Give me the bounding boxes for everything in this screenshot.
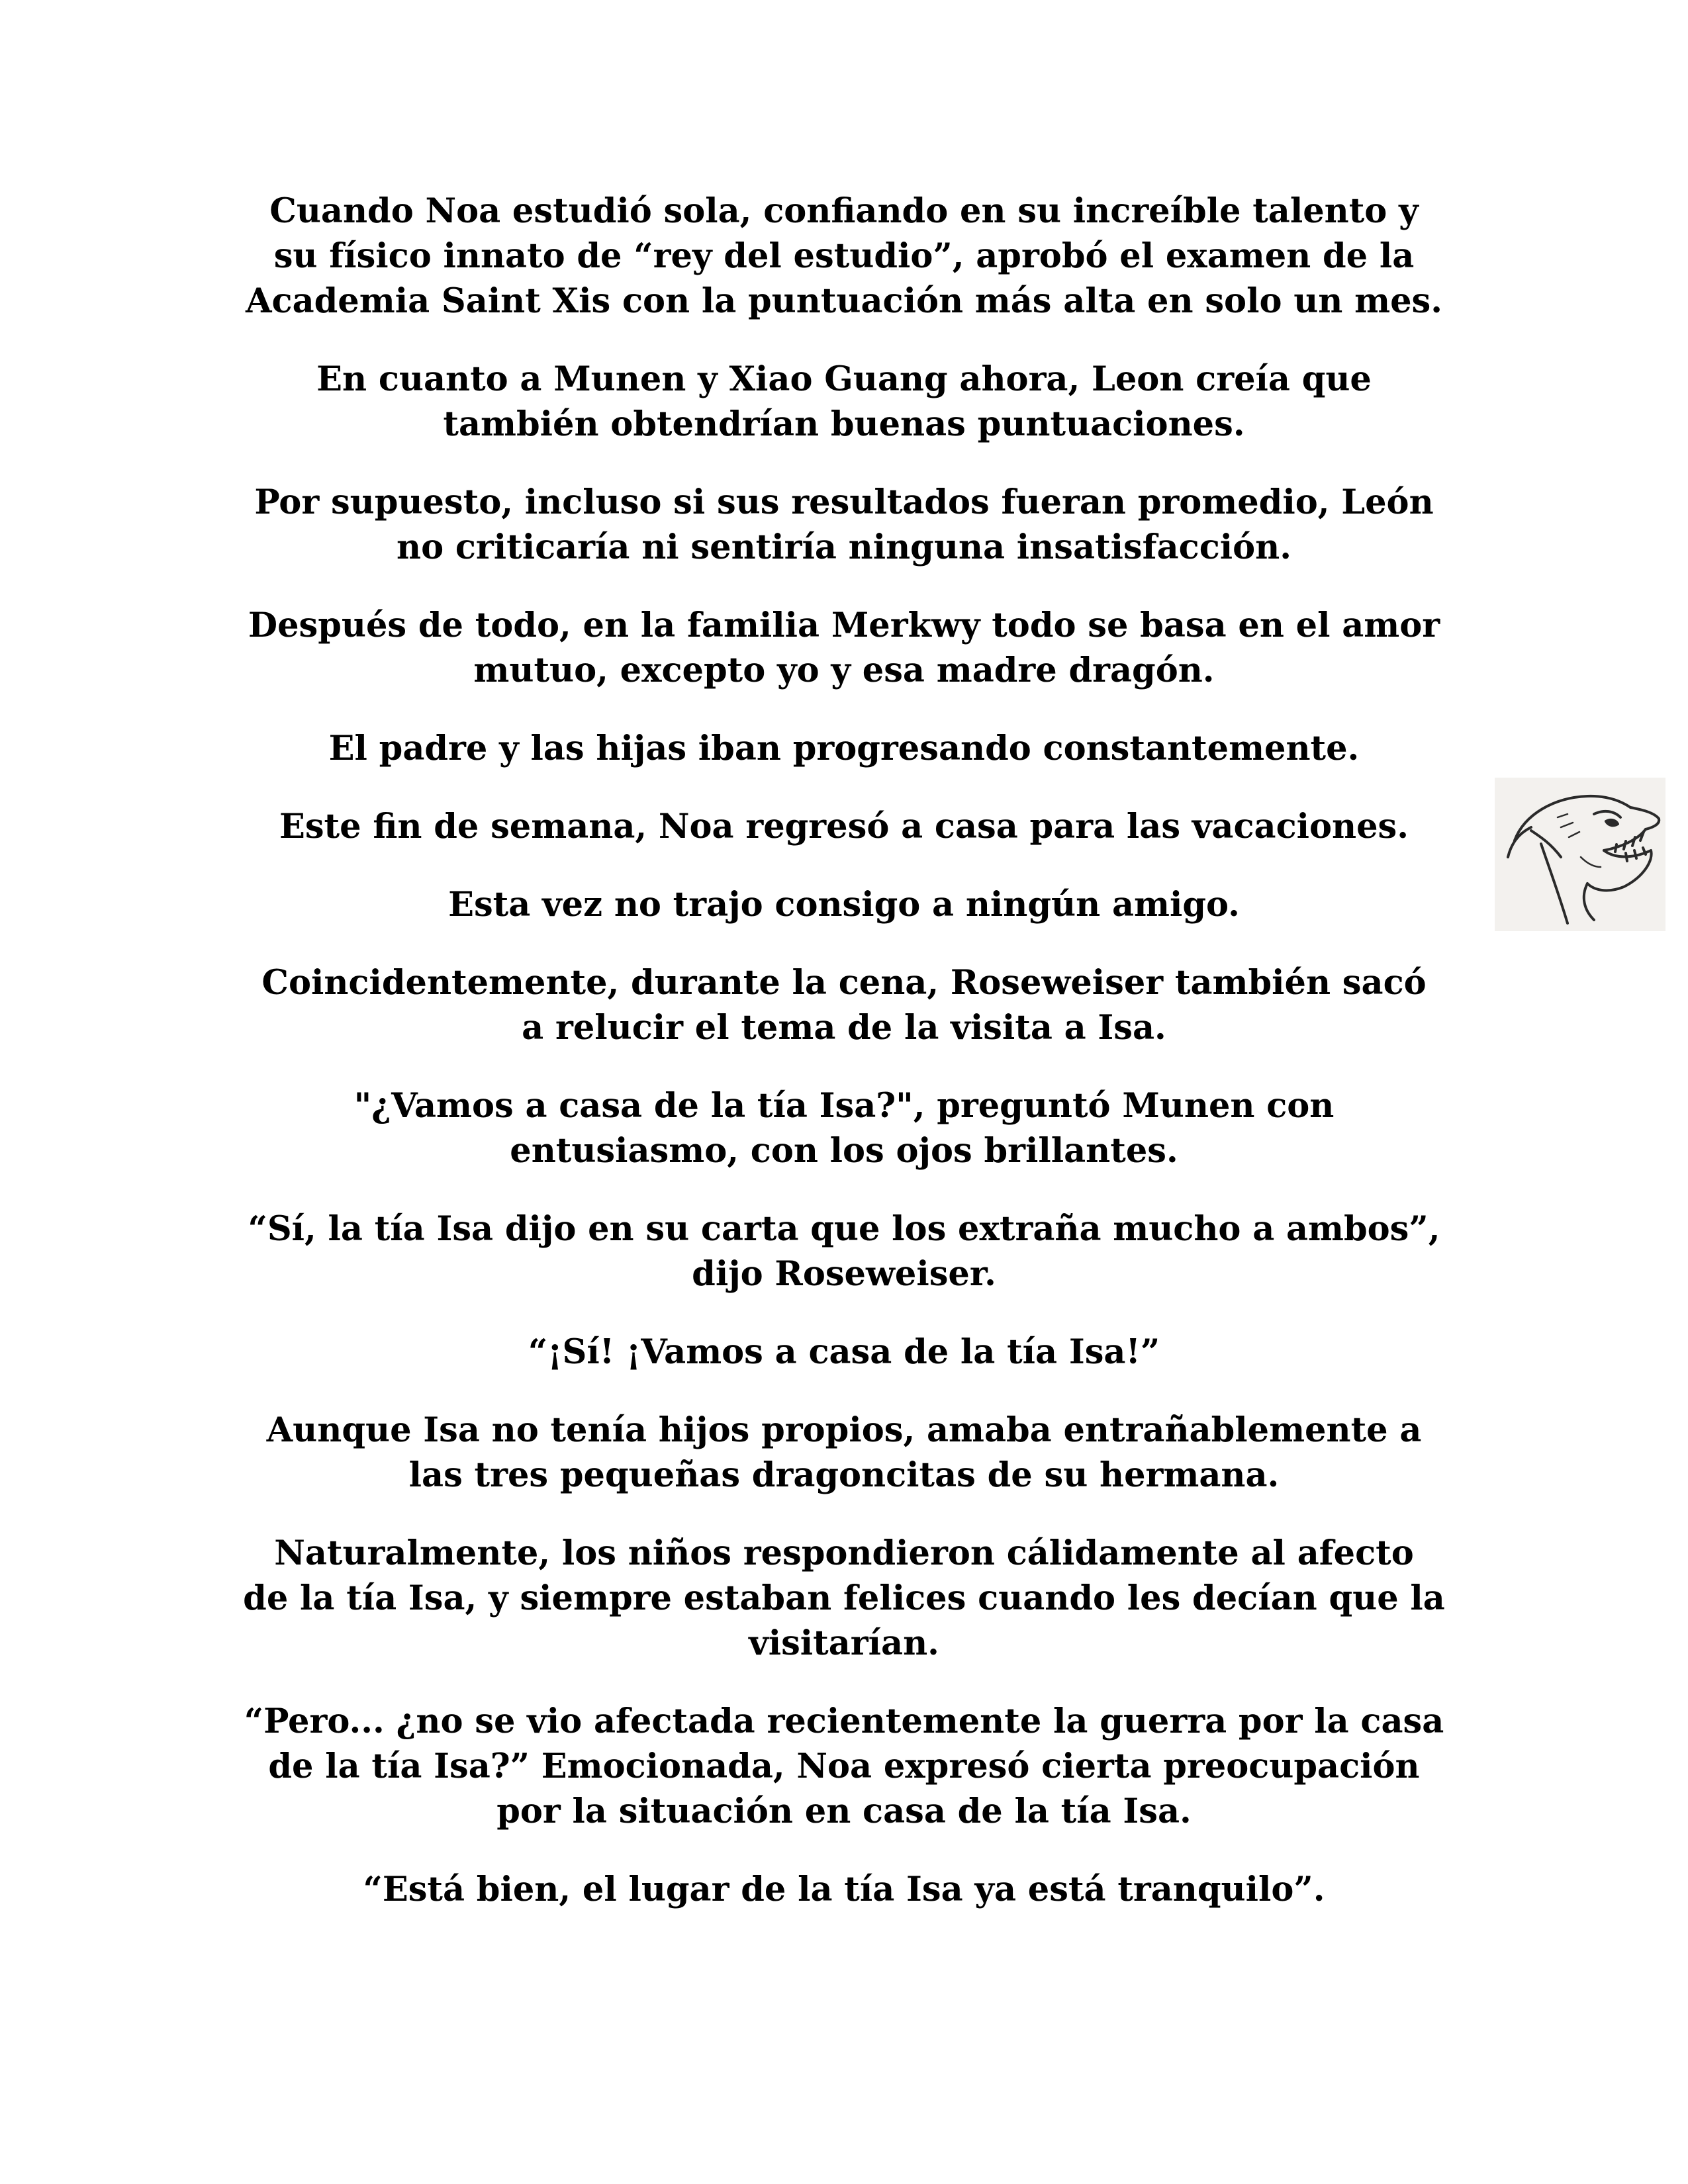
paragraph: [218, 960, 1470, 1050]
paragraph: [218, 480, 1470, 570]
paragraph: [218, 1206, 1470, 1297]
text-line: Cuando Noa estudió sola, confiando en su increíble talento y: [269, 191, 1419, 231]
text-line: Coincidentemente, durante la cena, Roseweiser también sacó: [261, 963, 1427, 1003]
paragraph: [218, 726, 1470, 771]
paragraph: [218, 1867, 1470, 1912]
text-line: visitarían.: [749, 1623, 939, 1663]
text-line: por la situación en casa de la tía Isa.: [496, 1792, 1192, 1831]
paragraph: [218, 1083, 1470, 1173]
text-line: “Sí, la tía Isa dijo en su carta que los extraña mucho a ambos”,: [248, 1209, 1440, 1249]
text-line: "¿Vamos a casa de la tía Isa?", preguntó Munen con: [353, 1086, 1335, 1126]
text-line: En cuanto a Munen y Xiao Guang ahora, Leon creía que: [316, 359, 1372, 399]
story-text: [218, 189, 1470, 1945]
text-line: a relucir el tema de la visita a Isa.: [522, 1008, 1166, 1048]
text-line: de la tía Isa?” Emocionada, Noa expresó cierta preocupación: [268, 1747, 1420, 1786]
paragraph: [218, 1330, 1470, 1375]
paragraph: [218, 357, 1470, 447]
text-line: entusiasmo, con los ojos brillantes.: [510, 1131, 1178, 1171]
text-line: El padre y las hijas iban progresando constantemente.: [328, 729, 1360, 768]
text-line: las tres pequeñas dragoncitas de su hermana.: [408, 1455, 1280, 1495]
text-line: “¡Sí! ¡Vamos a casa de la tía Isa!”: [528, 1332, 1160, 1372]
text-line: Este fin de semana, Noa regresó a casa para las vacaciones.: [279, 807, 1409, 846]
text-line: Naturalmente, los niños respondieron cálidamente al afecto: [274, 1533, 1414, 1573]
text-line: de la tía Isa, y siempre estaban felices cuando les decían que la: [243, 1578, 1445, 1618]
text-line: Aunque Isa no tenía hijos propios, amaba entrañablemente a: [266, 1410, 1422, 1450]
text-line: “Está bien, el lugar de la tía Isa ya está tranquilo”.: [363, 1870, 1325, 1909]
text-line: dijo Roseweiser.: [692, 1254, 996, 1294]
paragraph: [218, 1408, 1470, 1498]
text-line: su físico innato de “rey del estudio”, aprobó el examen de la: [273, 236, 1415, 276]
paragraph: [218, 1531, 1470, 1666]
paragraph: [218, 804, 1470, 849]
paragraph: [218, 189, 1470, 324]
text-line: mutuo, excepto yo y esa madre dragón.: [473, 651, 1215, 690]
text-line: también obtendrían buenas puntuaciones.: [443, 404, 1245, 444]
text-line: Esta vez no trajo consigo a ningún amigo.: [448, 885, 1240, 925]
text-line: Por supuesto, incluso si sus resultados fueran promedio, León: [254, 482, 1434, 522]
text-line: no criticaría ni sentiría ninguna insatisfacción.: [397, 527, 1291, 567]
text-line: “Pero... ¿no se vio afectada recientemente la guerra por la casa: [244, 1702, 1444, 1741]
dinosaur-head-sketch-icon: [1495, 778, 1665, 931]
paragraph: [218, 882, 1470, 927]
paragraph: [218, 1699, 1470, 1834]
text-line: Academia Saint Xis con la puntuación más alta en solo un mes.: [245, 281, 1443, 321]
paragraph: [218, 603, 1470, 693]
text-line: Después de todo, en la familia Merkwy todo se basa en el amor: [248, 606, 1440, 645]
